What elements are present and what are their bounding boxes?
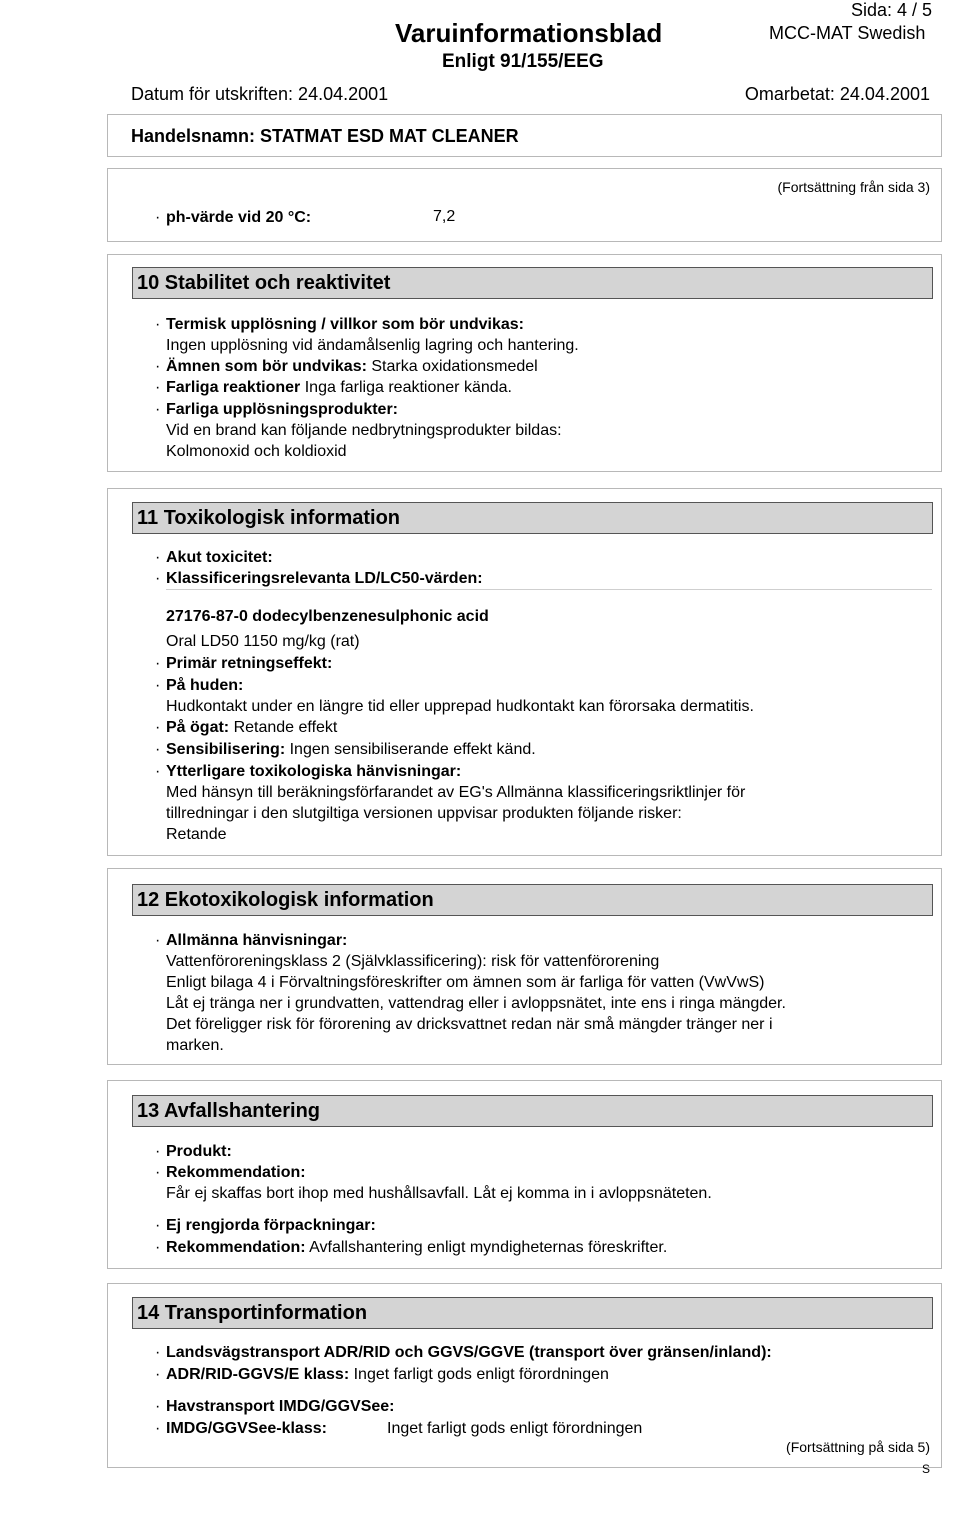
- products-label: · Farliga upplösningsprodukter:: [155, 401, 399, 418]
- eco-line-5: marken.: [166, 1037, 224, 1054]
- acute-label: · Akut toxicitet:: [155, 549, 273, 566]
- section-11-title: 11 Toxikologisk information: [132, 502, 933, 534]
- avoid-line: · Ämnen som bör undvikas: Starka oxidationsmedel: [155, 358, 538, 375]
- footer-mark: S: [922, 1462, 931, 1476]
- ph-label-text: ph-värde vid 20 °C:: [166, 209, 312, 226]
- section-12-title: 12 Ekotoxikologisk information: [132, 884, 933, 916]
- document-subtitle: Enligt 91/155/EEG: [442, 51, 604, 72]
- imdg-text: Inget farligt gods enligt förordningen: [387, 1420, 643, 1437]
- eco-line-4: Det föreligger risk för förorening av dricksvattnet redan när små mängder tränger ner i: [166, 1016, 773, 1033]
- section-13-title: 13 Avfallshantering: [132, 1095, 933, 1127]
- land-label: · Landsvägstransport ADR/RID och GGVS/GGVE (transport över gränsen/inland):: [155, 1344, 772, 1361]
- revision-date: Omarbetat: 24.04.2001: [744, 84, 930, 104]
- eye-line: · På ögat: Retande effekt: [155, 719, 338, 736]
- ph-label: · ph-värde vid 20 °C:: [155, 209, 312, 226]
- decomp-text: Ingen upplösning vid ändamålsenlig lagring och hantering.: [166, 337, 579, 354]
- product-label: · Produkt:: [155, 1143, 232, 1160]
- sens-line: · Sensibilisering: Ingen sensibiliserande effekt känd.: [155, 741, 536, 758]
- further-text-2: tillredningar i den slutgiltiga versionen uppvisar produkten följande risker:: [166, 805, 682, 822]
- print-date: Datum för utskriften: 24.04.2001: [131, 84, 389, 104]
- section-14-title: 14 Transportinformation: [132, 1297, 933, 1329]
- rec-text: Får ej skaffas bort ihop med hushållsavfall. Låt ej komma in i avloppsnäteten.: [166, 1185, 712, 1202]
- general-label: · Allmänna hänvisningar:: [155, 932, 348, 949]
- oral-ld50: Oral LD50 1150 mg/kg (rat): [166, 633, 360, 650]
- ld-label: · Klassificeringsrelevanta LD/LC50-värden:: [155, 570, 483, 587]
- section-10-title: 10 Stabilitet och reaktivitet: [132, 267, 933, 299]
- products-text-2: Kolmonoxid och koldioxid: [166, 443, 347, 460]
- trade-name: Handelsnamn: STATMAT ESD MAT CLEANER: [131, 126, 519, 146]
- products-text-1: Vid en brand kan följande nedbrytningsprodukter bildas:: [166, 422, 562, 439]
- eco-line-1: Vattenföroreningsklass 2 (Självklassificering): risk för vattenförorening: [166, 953, 660, 970]
- continuation-to: (Fortsättning på sida 5): [786, 1439, 930, 1455]
- primary-label: · Primär retningseffekt:: [155, 655, 333, 672]
- company-name: MCC-MAT Swedish: [769, 23, 926, 43]
- further-text-1: Med hänsyn till beräkningsförfarandet av EG's Allmänna klassificeringsriktlinjer för: [166, 784, 746, 801]
- further-label: · Ytterligare toxikologiska hänvisningar:: [155, 763, 462, 780]
- substance-name: 27176-87-0 dodecylbenzenesulphonic acid: [166, 608, 489, 625]
- decomp-label: · Termisk upplösning / villkor som bör undvikas:: [155, 316, 524, 333]
- rec-label: · Rekommendation:: [155, 1164, 306, 1181]
- eco-line-2: Enligt bilaga 4 i Förvaltningsföreskrifter om ämnen som är farliga för vatten (VwVwS): [166, 974, 765, 991]
- danger-line: · Farliga reaktioner Inga farliga reaktioner kända.: [155, 379, 512, 396]
- ld-divider: [166, 589, 932, 590]
- continuation-from: (Fortsättning från sida 3): [777, 179, 930, 195]
- sea-label: · Havstransport IMDG/GGVSee:: [155, 1398, 395, 1415]
- adr-line: · ADR/RID-GGVS/E klass: Inget farligt gods enligt förordningen: [155, 1366, 609, 1383]
- imdg-label: · IMDG/GGVSee-klass:: [155, 1420, 327, 1437]
- eco-line-3: Låt ej tränga ner i grundvatten, vattendrag eller i avloppsnätet, inte ens i ringa mängder.: [166, 995, 786, 1012]
- skin-text: Hudkontakt under en längre tid eller upprepad hudkontakt kan förorsaka dermatitis.: [166, 698, 754, 715]
- page-number: Sida: 4 / 5: [850, 0, 932, 20]
- rec2-line: · Rekommendation: Avfallshantering enligt myndigheternas föreskrifter.: [155, 1239, 668, 1256]
- skin-label: · På huden:: [155, 677, 244, 694]
- further-text-3: Retande: [166, 826, 227, 843]
- ph-value: 7,2: [433, 208, 456, 225]
- document-title: Varuinformationsblad: [395, 18, 663, 48]
- pack-label: · Ej rengjorda förpackningar:: [155, 1217, 376, 1234]
